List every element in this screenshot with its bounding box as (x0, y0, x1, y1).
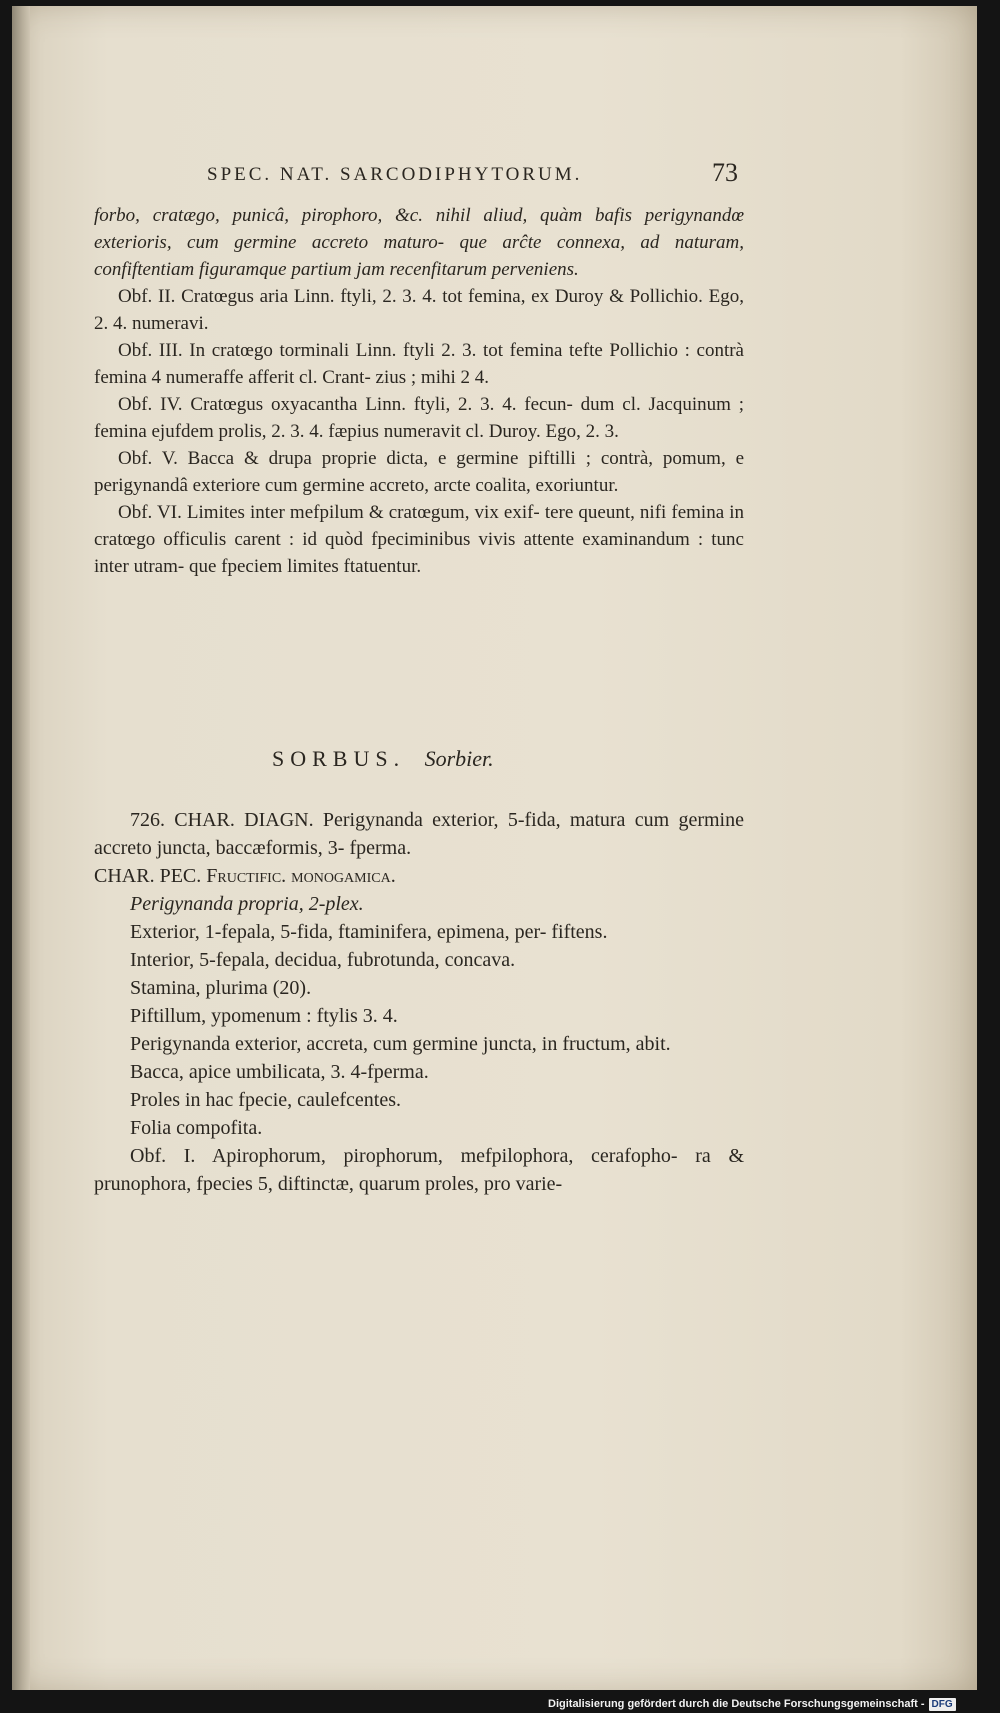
running-head: SPEC. NAT. SARCODIPHYTORUM. (207, 164, 583, 185)
char-pec: CHAR. PEC. Fructific. monogamica. (94, 865, 396, 887)
observation-4: Obf. IV. Cratœgus oxyacantha Linn. ftyli, 2. 3. 4. fecun- dum cl. Jacquinum ; femina ejufdem prolis, 2. 3. 4. fæpius numeravit cl. Duroy. Ego, 2. 3. (94, 394, 744, 442)
text-line: Stamina, plurima (20). (130, 977, 312, 999)
scanned-page (12, 6, 977, 1690)
footer-credit-text: Digitalisierung gefördert durch die Deutsche Forschungsgemeinschaft - (548, 1698, 925, 1710)
text-line: Piftillum, ypomenum : ftylis 3. 4. (130, 1005, 398, 1027)
text-line: Exterior, 1-fepala, 5-fida, ftaminifera, epimena, per- fiftens. (130, 921, 608, 943)
observation-2: Obf. II. Cratœgus aria Linn. ftyli, 2. 3. 4. tot femina, ex Duroy & Pollichio. Ego, 2. 4. numeravi. (94, 286, 744, 334)
section-title-latin: SORBUS. (272, 746, 406, 771)
char-diagn: 726. CHAR. DIAGN. Perigynanda exterior, 5-fida, matura cum germine accreto juncta, baccæformis, 3- fperma. (94, 809, 744, 859)
paragraph: forbo, cratægo, punicâ, pirophoro, &c. nihil aliud, quàm bafis perigynandœ exterioris, cum germine accreto maturo- que arĉte connexa, ad naturam, confiftentiam figuramque partium jam recenfitarum perveniens. (94, 205, 744, 280)
page-number: 73 (712, 158, 738, 187)
page-gutter (12, 6, 30, 1690)
section-title-french: Sorbier. (424, 746, 494, 771)
observation-6: Obf. VI. Limites inter mefpilum & cratœgum, vix exif- tere queunt, nifi femina in cratœgo officulis carent : id quòd fpeciminibus vivis attente examinandum : tunc inter utram- que fpeciem limites ftatuentur. (94, 502, 744, 577)
top-text-block (94, 202, 744, 580)
text-line: Perigynanda exterior, accreta, cum germine juncta, in fructum, abit. (130, 1033, 671, 1055)
text-line: Folia compofita. (130, 1117, 263, 1139)
bottom-text-block (94, 806, 744, 1198)
footer-credit (548, 1695, 956, 1713)
dfg-logo-icon: DFG (929, 1698, 956, 1711)
text-line: Interior, 5-fepala, decidua, fubrotunda, concava. (130, 949, 516, 971)
text-line: Bacca, apice umbilicata, 3. 4-fperma. (130, 1061, 429, 1083)
text-line: Proles in hac fpecie, caulefcentes. (130, 1089, 401, 1111)
observation-5: Obf. V. Bacca & drupa proprie dicta, e germine piftilli ; contrà, pomum, e perigynandâ exteriore cum germine accreto, arcte coalita, exoriuntur. (94, 448, 744, 496)
observation-3: Obf. III. In cratœgo torminali Linn. ftyli 2. 3. tot femina tefte Pollichio : contrà femina 4 numeraffe afferit cl. Crant- zius ; mihi 2 4. (94, 340, 744, 388)
text-line: Perigynanda propria, 2-plex. (130, 893, 364, 915)
observation-1: Obf. I. Apirophorum, pirophorum, mefpilophora, cerafopho- ra & prunophora, fpecies 5, diftinctæ, quarum proles, pro varie- (94, 1145, 744, 1195)
section-title (272, 746, 672, 772)
